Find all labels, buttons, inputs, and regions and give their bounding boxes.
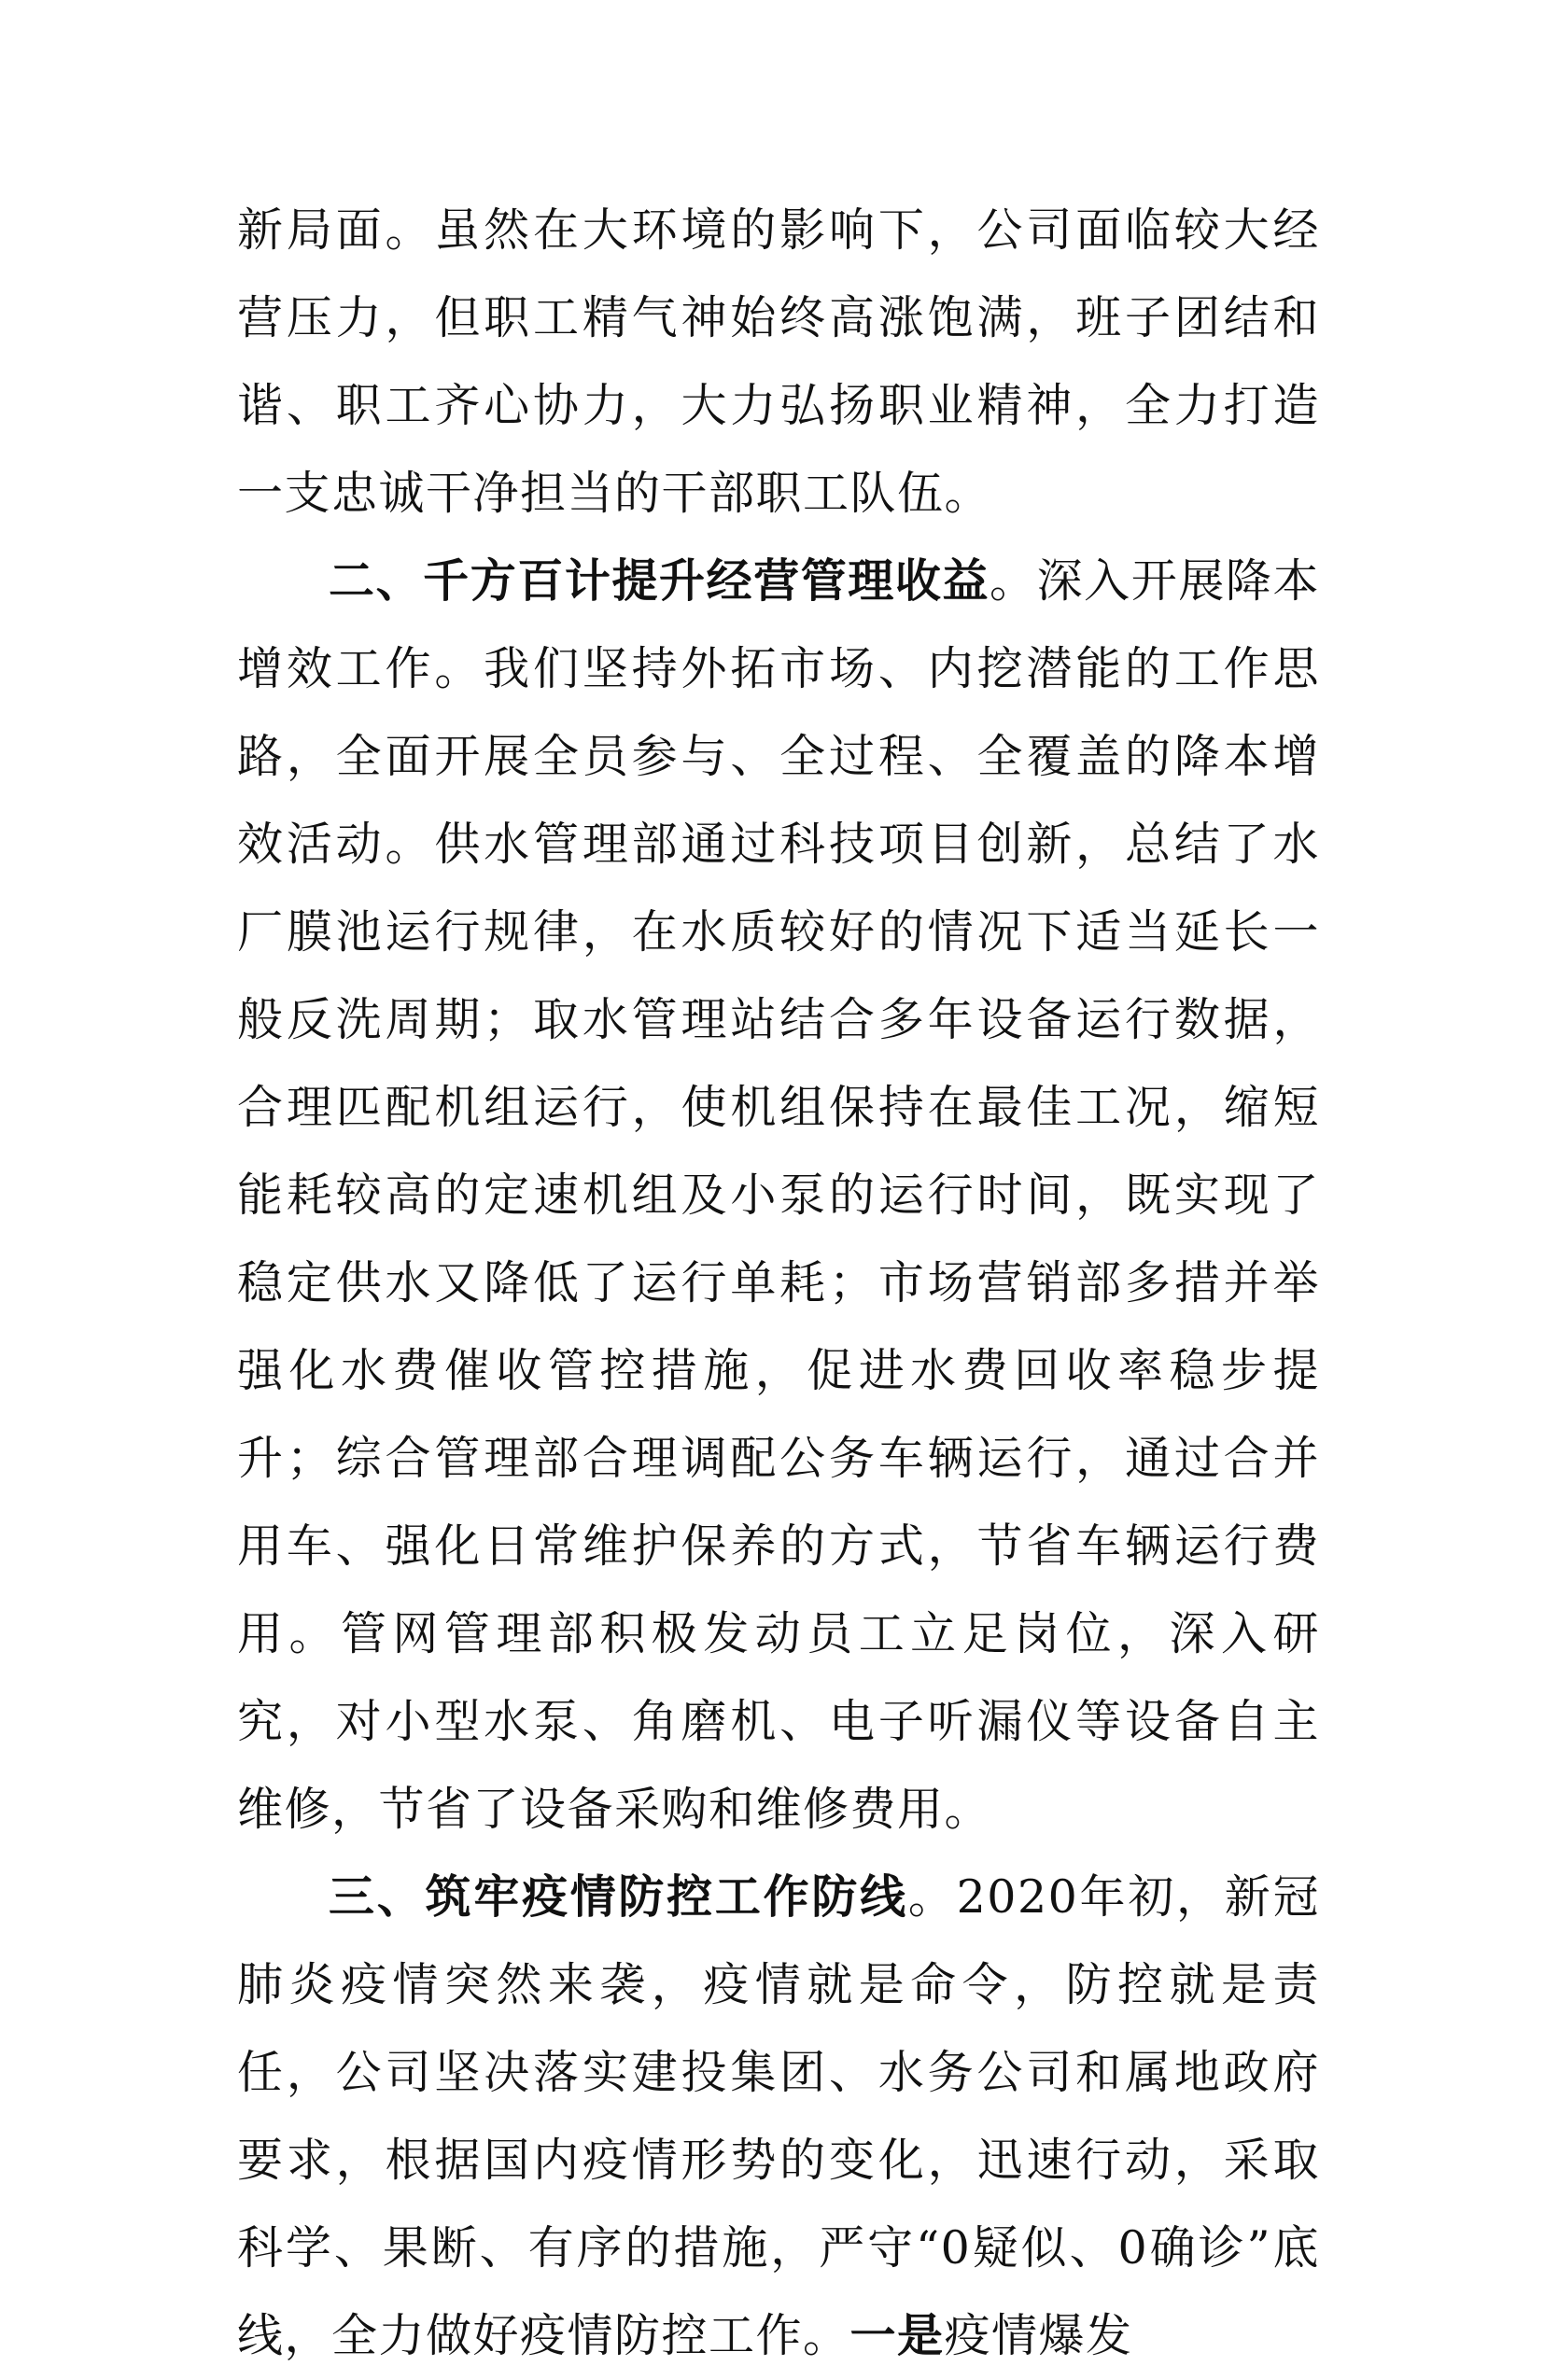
paragraph-3-text-tail: 疫情爆发 [944, 2309, 1133, 2362]
paragraph-1-text: 新局面。虽然在大环境的影响下，公司面临较大经营压力，但职工精气神始终高涨饱满，班子团结和谐、职工齐心协力，大力弘扬职业精神，全力打造一支忠诚干净担当的干部职工队伍。 [237, 203, 1320, 520]
paragraph-3-bold-phrase: 一是 [849, 2309, 945, 2362]
document-body [237, 187, 1320, 2380]
section-heading-2: 二、千方百计提升经营管理收益 [329, 554, 990, 608]
paragraph-2 [237, 538, 1320, 1854]
paragraph-2-text: 。深入开展降本增效工作。我们坚持外拓市场、内挖潜能的工作思路，全面开展全员参与、全过程、全覆盖的降本增效活动。供水管理部通过科技项目创新，总结了水厂膜池运行规律，在水质较好的情况下适当延长一般反洗周期；取水管理站结合多年设备运行数据，合理匹配机组运行，使机组保持在最佳工况，缩短能耗较高的定速机组及小泵的运行时间，既实现了稳定供水又降低了运行单耗；市场营销部多措并举强化水费催收管控措施，促进水费回收率稳步提升；综合管理部合理调配公务车辆运行，通过合并用车、强化日常维护保养的方式，节省车辆运行费用。管网管理部积极发动员工立足岗位，深入研究，对小型水泵、角磨机、电子听漏仪等设备自主维修，节省了设备采购和维修费用。 [237, 554, 1320, 1836]
paragraph-3 [237, 1854, 1320, 2380]
paragraph-1 [237, 187, 1320, 538]
section-heading-3: 三、筑牢疫情防控工作防线 [329, 1870, 908, 1924]
paragraph-3-text: 。2020年初，新冠肺炎疫情突然来袭，疫情就是命令，防控就是责任，公司坚决落实建投集团、水务公司和属地政府要求，根据国内疫情形势的变化，迅速行动，采取科学、果断、有序的措施，严守“0疑似、0确诊”底线，全力做好疫情防控工作。 [237, 1870, 1320, 2362]
